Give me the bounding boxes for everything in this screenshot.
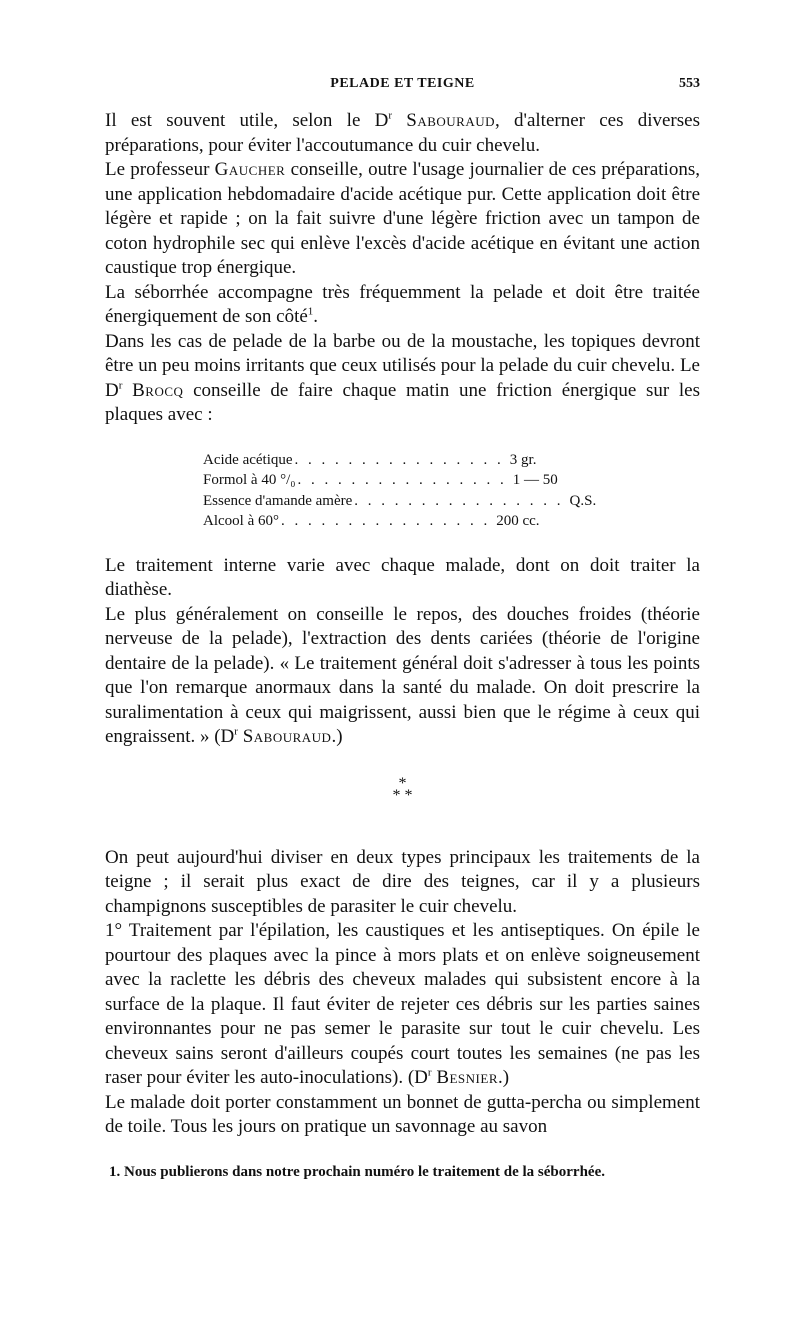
asterism-bottom: * * [392, 786, 413, 804]
paragraph-2 [105, 158, 700, 281]
ingredient-quantity: 1 — 50 [512, 472, 558, 488]
paragraph-8 [105, 919, 700, 1091]
paragraph-5: Le traitement interne varie avec chaque malade, dont on doit traiter la diathèse. [105, 554, 700, 600]
ingredient-name: Essence d'amande amère [203, 492, 353, 509]
prescription-list [203, 450, 597, 532]
leader-dots: . . . . . . . . . . . . . . . . [294, 451, 504, 468]
ingredient-quantity: 200 cc. [496, 513, 540, 529]
paragraph-4-text-c: conseille de faire chaque matin une friction énergique sur les plaques avec : [105, 379, 701, 425]
doctor-abbrev-sup: r [118, 379, 123, 392]
author-name-gaucher: Gaucher [214, 159, 286, 180]
paragraph-3 [105, 281, 700, 330]
paragraph-3-text-b: . [313, 306, 319, 327]
paragraph-9: Le malade doit porter constamment un bonnet de gutta-percha ou simplement de toile. Tous les jours on pratique un savonnage au savon [105, 1091, 700, 1137]
ingredient-name: Formol à 40 °/₀ [203, 472, 296, 488]
paragraph-8-text-c: .) [498, 1067, 510, 1088]
asterism-top: * [398, 774, 407, 792]
doctor-abbrev-sup: r [427, 1066, 432, 1079]
paragraph-4-text-a: Dans les cas de pelade de la barbe ou de la moustache, les topiques devront être un peu moins irritants que ceux utilisés pour la pelade du cuir chevelu. Le D [105, 330, 700, 401]
paragraph-6-text-a: Le plus généralement on conseille le repos, des douches froides (théorie nerveuse de la pelade), l'extraction des dents cariées (théorie de l'origine dentaire de la pelade). « Le traitement général doit s'adresser à tous les points que l'on remarque anormaux dans la santé du malade. On doit prescrire la suralimentation à ceux qui maigrissent, aussi bien que le régime à ceux qui engraissent. » (D [105, 603, 700, 747]
section-asterism [105, 774, 700, 804]
page-number: 553 [679, 76, 700, 91]
paragraph-1 [105, 109, 700, 158]
prescription-row [203, 450, 563, 471]
paragraph-3-text-a: La séborrhée accompagne très fréquemment la pelade et doit être traitée énergiquement de son côté [105, 281, 700, 327]
author-name-sabouraud: Sabouraud [242, 726, 332, 747]
body-text [105, 109, 700, 1182]
leader-dots: . . . . . . . . . . . . . . . . [280, 513, 491, 529]
leader-dots: . . . . . . . . . . . . . . . . [354, 492, 564, 509]
prescription-row [203, 470, 563, 491]
footnote: 1. Nous publierons dans notre prochain numéro le traitement de la séborrhée. [109, 1163, 605, 1180]
ingredient-name: Acide acétique [203, 451, 293, 468]
author-name-sabouraud: Sabouraud [406, 110, 496, 131]
running-head: PELADE ET TEIGNE [330, 76, 475, 91]
paragraph-2-text-c: conseille, outre l'usage journalier de ces préparations, une application hebdomadaire d'acide acétique pur. Cette application doit être légère et rapide ; on la fait suivre d'une légère friction avec un tampon de coton hydrophile sec qui enlève l'excès d'acide acétique en évitant une action caustique trop énergique. [105, 159, 700, 278]
doctor-abbrev-sup: r [234, 725, 238, 738]
ingredient-name: Alcool à 60° [203, 513, 279, 529]
ingredient-quantity: 3 gr. [509, 451, 537, 468]
paragraph-2-text-a: Le professeur [105, 159, 215, 180]
prescription-row [203, 491, 597, 512]
author-name-besnier: Besnier [436, 1067, 498, 1088]
leader-dots: . . . . . . . . . . . . . . . . [297, 472, 507, 488]
ingredient-quantity: Q.S. [569, 492, 597, 509]
paragraph-6-text-c: .) [331, 726, 343, 747]
paragraph-1-text-a: Il est souvent utile, selon le D [105, 110, 389, 131]
paragraph-4 [105, 330, 700, 428]
doctor-abbrev-sup: r [388, 109, 393, 122]
paragraph-7: On peut aujourd'hui diviser en deux types principaux les traitements de la teigne ; il serait plus exact de dire des teignes, car il y a plusieurs champignons susceptibles de parasiter le cuir chevelu. [105, 846, 700, 917]
footnote-reference: 1 [307, 305, 314, 318]
page-header [105, 76, 700, 98]
paragraph-8-text-a: 1° Traitement par l'épilation, les caustiques et les antiseptiques. On épile le pourtour des plaques avec la pince à mors plats et on enlève soigneusement avec la raclette les débris des cheveux malades qui subsistent encore à la surface de la plaque. Il faut éviter de rejeter ces débris sur les parties saines environnantes pour ne pas semer le parasite sur tout le cuir chevelu. Les cheveux sains seront d'ailleurs coupés court toutes les semaines (ne pas les raser pour éviter les auto-inoculations). (D [105, 920, 700, 1088]
paragraph-6 [105, 603, 700, 750]
author-name-brocq: Brocq [132, 379, 184, 401]
prescription-row [203, 511, 563, 532]
paragraph-1-text-c: , d'alterner ces diverses préparations, pour éviter l'accoutumance du cuir chevelu. [105, 110, 700, 156]
